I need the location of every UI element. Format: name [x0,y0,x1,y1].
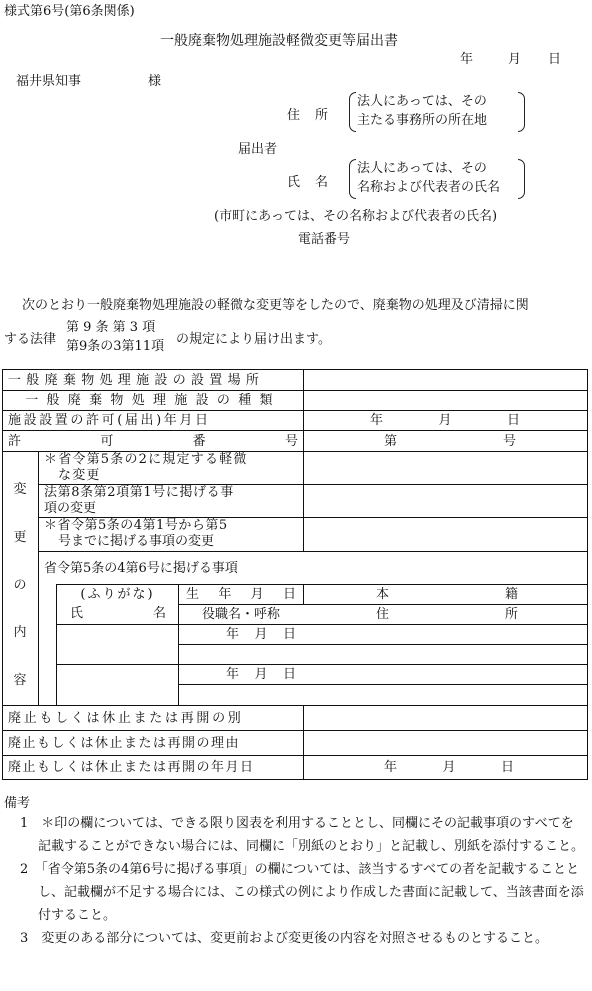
row-officer-items: 省令第5条の4第6号に掲げる事項 [44,560,238,576]
address-brace-right [518,92,525,132]
name-note: 法人にあっては、その 名称および代表者の氏名 [357,161,501,195]
row-type-label: 一般廃棄物処理施設の種類 [25,393,281,408]
article-options: 第 9 条 第 3 項 第9条の3第11項 [66,320,165,354]
document-title: 一般廃棄物処理施設軽微変更等届出書 [160,33,398,49]
phone-label: 電話番号 [298,232,351,247]
body-lead: する法律 [4,332,57,347]
officer-2-birth-date: 年 月 日 [226,667,296,682]
notifier-label: 届出者 [238,142,278,157]
name-brace-right [518,159,525,199]
notes-list [20,812,586,950]
row-ordinance-change: ＊省令第5条の4第1号から第5 号までに掲げる事項の変更 [44,518,228,549]
row-minor-change: ＊省令第5条の2に規定する軽微 な変更 [44,452,248,483]
domicile-label: 本 籍 [376,587,518,602]
row-permit-date-label: 施設設置の許可(届出)年月日 [8,413,211,428]
officer-address-label: 住 所 [376,607,518,622]
addressee: 福井県知事 [16,74,82,89]
abolish-date-label: 廃止もしくは休止または再開の年月日 [8,760,255,775]
address-note: 法人にあっては、その 主たる事務所の所在地 [357,94,488,128]
address-label-2: 所 [315,108,329,123]
body-line-1: 次のとおり一般廃棄物処理施設の軽微な変更等をしたので、廃棄物の処理及び清掃に関 [22,298,529,313]
abolish-type-label: 廃止もしくは休止または再開の別 [8,710,244,726]
row-law-change: 法第8条第2項第1号に掲げる事 項の変更 [44,485,234,516]
row-location-label: 一般廃棄物処理施設の設置場所 [8,373,265,388]
abolish-date-value: 年 月 日 [384,760,514,775]
name-label-2: 名 [315,175,329,190]
date-day: 日 [548,52,562,67]
officer-name-label: 氏 名 [70,605,166,621]
note-item-2: 2 「省令第5条の4第6号に掲げる事項」の欄については、該当するすべての者を記載することとし、記載欄が不足する場合には、この様式の例により作成した書面に記載して、当該書面を添付すること。 [20,862,584,923]
honorific: 様 [148,74,162,89]
officer-1-birth-date: 年 月 日 [226,627,296,642]
address-label-1: 住 [287,108,301,123]
row-permit-no-label: 許 可 番 号 [8,433,298,449]
address-brace-left [349,92,356,132]
abolish-reason-label: 廃止もしくは休止または再開の理由 [8,735,241,751]
name-brace-left [349,159,356,199]
date-year: 年 [460,52,474,67]
city-note: (市町にあっては、その名称および代表者の氏名) [214,209,498,224]
form-number: 様式第6号(第6条関係) [4,4,135,19]
birth-date-label: 生 年 月 日 [186,587,296,602]
date-month: 月 [508,52,522,67]
role-label: 役職名・呼称 [201,607,280,622]
body-tail: の規定により届け出ます。 [176,332,331,347]
note-item-3: 3 変更のある部分については、変更前および変更後の内容を対照させるものとすること。 [20,931,549,946]
notes-heading: 備考 [4,796,31,811]
change-content-side-label: 変 更 の 内 容 [13,482,27,688]
furigana-label: (ふりがな) [80,587,155,602]
note-item-1: 1 ＊印の欄については、できる限り図表を利用することとし、同欄にその記載事項のすべてを記載することができない場合には、同欄に「別紙のとおり」と記載し、別紙を添付すること。 [20,816,585,854]
permit-date-value: 年 月 日 [370,413,520,428]
permit-no-value: 第 号 [384,433,516,449]
name-label-1: 氏 [287,175,301,190]
